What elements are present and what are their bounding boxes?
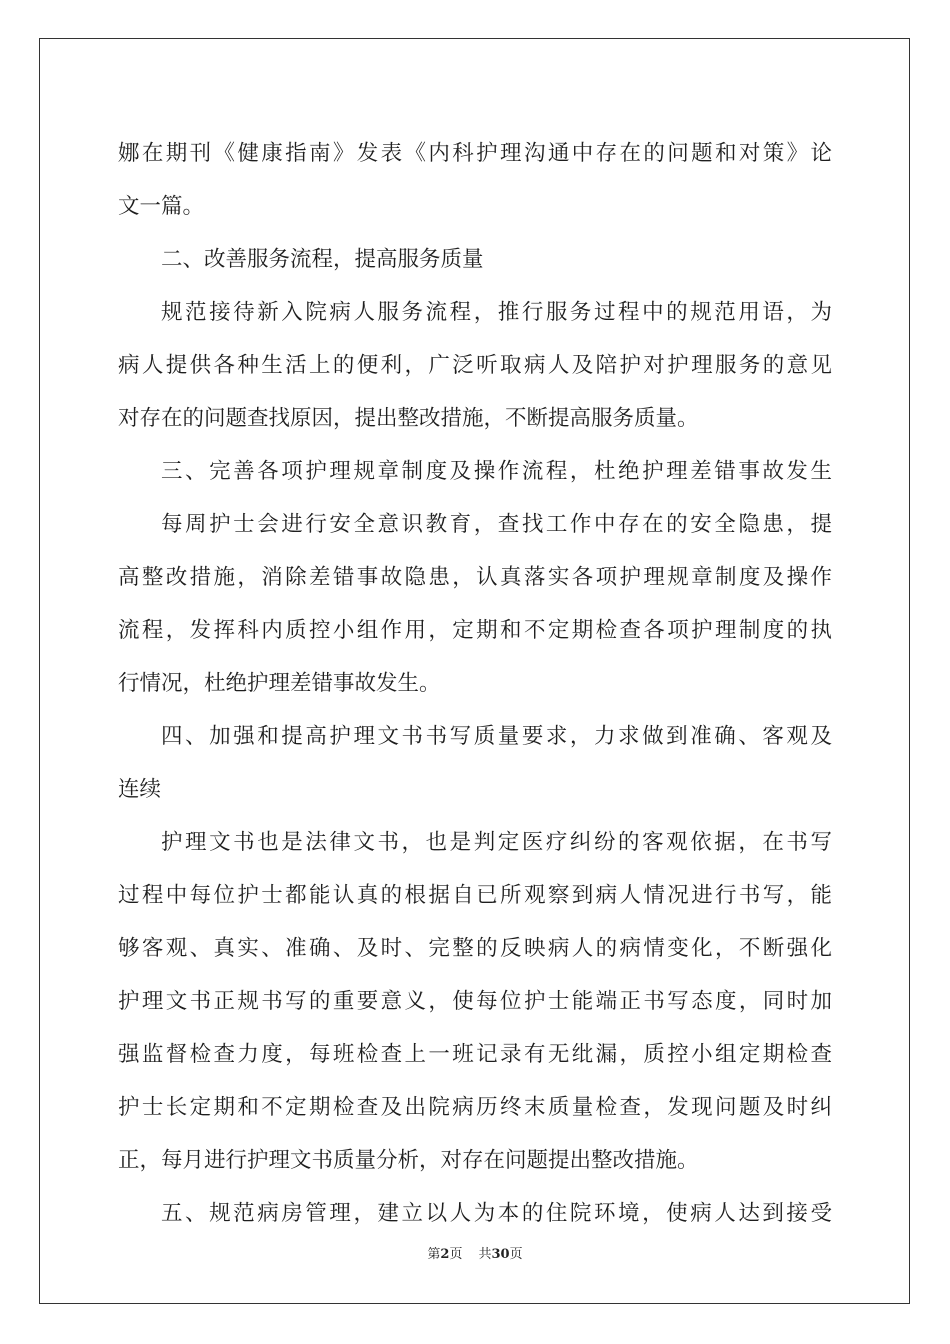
text-line: 病人提供各种生活上的便利，广泛听取病人及陪护对护理服务的意见 [118, 353, 832, 378]
document-body [118, 127, 832, 1240]
text-line: 护理文书正规书写的重要意义，使每位护士能端正书写态度，同时加 [118, 989, 832, 1014]
text-line: 行情况，杜绝护理差错事故发生。 [118, 671, 441, 696]
text-line: 对存在的问题查找原因，提出整改措施，不断提高服务质量。 [118, 406, 699, 431]
text-line: 高整改措施，消除差错事故隐患，认真落实各项护理规章制度及操作 [118, 565, 832, 590]
text-line: 四、加强和提高护理文书书写质量要求，力求做到准确、客观及 [161, 724, 832, 749]
text-line: 够客观、真实、准确、及时、完整的反映病人的病情变化，不断强化 [118, 936, 832, 961]
text-line: 五、规范病房管理，建立以人为本的住院环境，使病人达到接受 [161, 1201, 832, 1226]
page-number-label: 第2页 [427, 1247, 463, 1262]
text-line: 流程，发挥科内质控小组作用，定期和不定期检查各项护理制度的执 [118, 618, 832, 643]
page-footer [0, 1243, 950, 1262]
text-line: 护士长定期和不定期检查及出院病历终末质量检查，发现问题及时纠 [118, 1095, 832, 1120]
text-line: 正，每月进行护理文书质量分析，对存在问题提出整改措施。 [118, 1148, 699, 1173]
text-line: 每周护士会进行安全意识教育，查找工作中存在的安全隐患，提 [161, 512, 832, 537]
text-line: 强监督检查力度，每班检查上一班记录有无纰漏，质控小组定期检查 [118, 1042, 832, 1067]
text-line: 护理文书也是法律文书，也是判定医疗纠纷的客观依据，在书写 [161, 830, 832, 855]
total-pages-label: 共30页 [478, 1247, 523, 1262]
text-line: 娜在期刊《健康指南》发表《内科护理沟通中存在的问题和对策》论 [118, 141, 832, 166]
text-line: 文一篇。 [118, 194, 205, 219]
text-line: 过程中每位护士都能认真的根据自已所观察到病人情况进行书写，能 [118, 883, 832, 908]
text-line: 连续 [118, 777, 162, 802]
text-line: 三、完善各项护理规章制度及操作流程，杜绝护理差错事故发生 [161, 459, 832, 484]
text-line: 规范接待新入院病人服务流程，推行服务过程中的规范用语，为 [161, 300, 832, 325]
text-line: 二、改善服务流程，提高服务质量 [161, 247, 484, 272]
